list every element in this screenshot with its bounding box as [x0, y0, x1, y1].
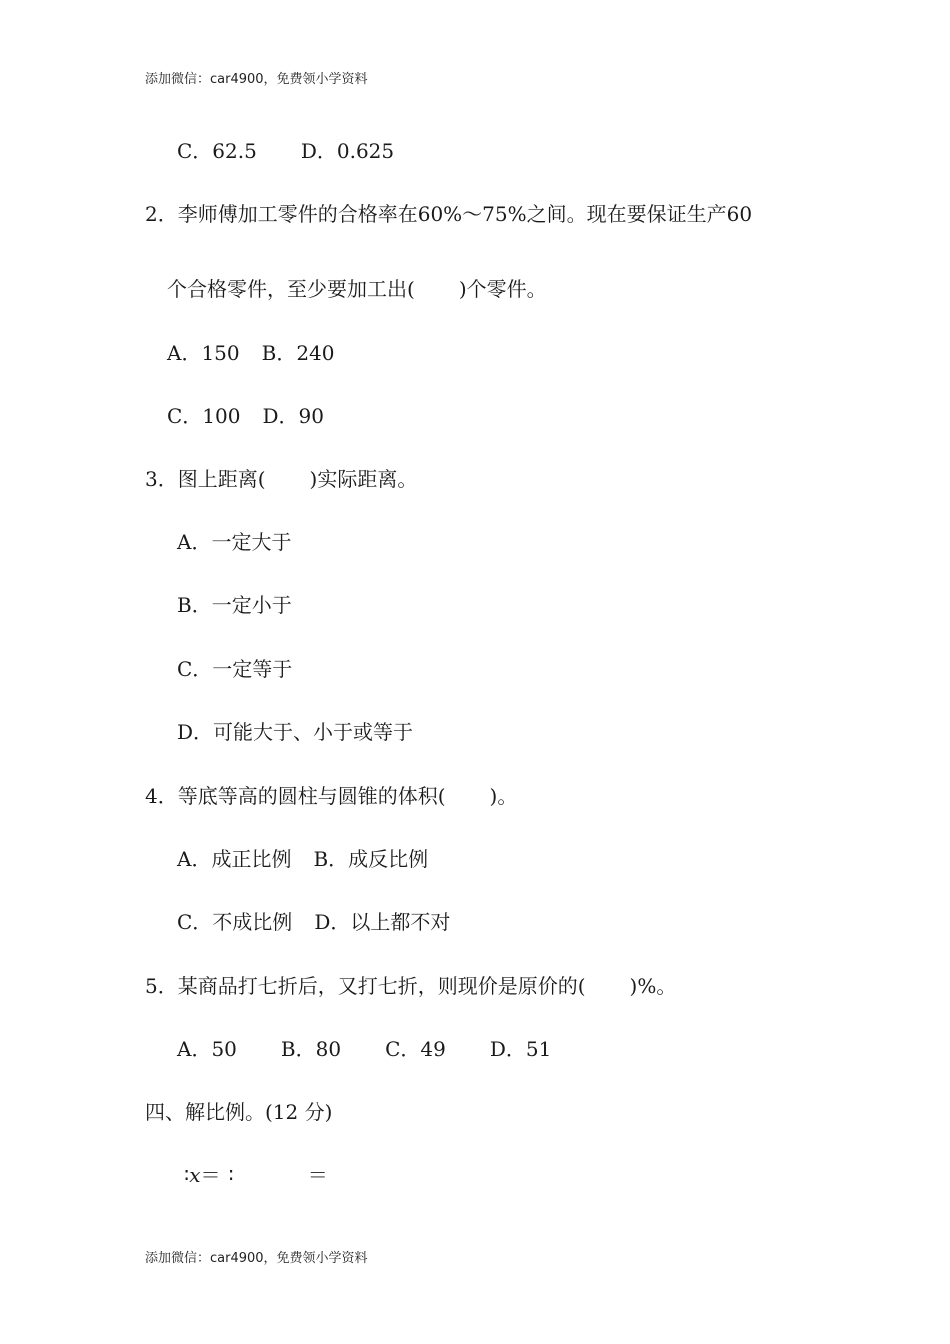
q3-option-a: A．一定大于 [177, 530, 292, 554]
q5-stem-after: )%。 [629, 974, 677, 998]
q5-stem [145, 973, 676, 999]
q5-option-b: B．80 [280, 1037, 342, 1061]
q1-option-c: C．62.5 [177, 139, 257, 163]
q5-option-d: D．51 [489, 1037, 552, 1061]
q4-options-ab [177, 846, 428, 872]
q3-option-b: B．一定小于 [177, 593, 292, 617]
proportion-equals-1: ＝ [200, 1163, 221, 1187]
q5-option-c: C．49 [385, 1037, 446, 1061]
q4-option-d: D．以上都不对 [314, 910, 451, 934]
q2-option-a: A．150 [167, 341, 240, 365]
proportion-colon-2: ∶ [228, 1163, 234, 1187]
proportion-colon-1: ∶ [184, 1163, 190, 1187]
q3-option-c: C．一定等于 [177, 657, 293, 681]
q5-stem-before: 5．某商品打七折后，又打七折，则现价是原价的( [145, 974, 586, 998]
q2-options-cd [167, 403, 324, 429]
proportion-equation [184, 1162, 328, 1188]
proportion-variable-x: x [189, 1163, 201, 1187]
q4-stem-before: 4．等底等高的圆柱与圆锥的体积( [145, 784, 446, 808]
section-4-title: 四、解比例。(12 分) [145, 1100, 333, 1124]
q2-option-d: D．90 [262, 404, 324, 428]
page-header: 添加微信：car4900，免费领小学资料 [145, 72, 368, 87]
q1-option-d: D．0.625 [300, 139, 395, 163]
q5-option-a: A．50 [177, 1037, 237, 1061]
q3-stem [145, 466, 417, 492]
q2-stem-line2 [167, 276, 547, 302]
q4-option-b: B．成反比例 [313, 847, 429, 871]
q4-option-a: A．成正比例 [177, 847, 292, 871]
q2-option-b: B．240 [261, 341, 335, 365]
q3-option-d: D．可能大于、小于或等于 [177, 720, 414, 744]
proportion-equals-2: ＝ [307, 1163, 328, 1187]
q2-option-c: C．100 [167, 404, 241, 428]
q4-stem-after: )。 [489, 784, 518, 808]
q2-stem-line1: 2．李师傅加工零件的合格率在60%～75%之间。现在要保证生产60 [145, 202, 753, 226]
q4-stem [145, 783, 517, 809]
q5-options [177, 1036, 551, 1062]
q2-stem-after: )个零件。 [458, 277, 547, 301]
q3-stem-before: 3．图上距离( [145, 467, 266, 491]
q4-option-c: C．不成比例 [177, 910, 293, 934]
q4-options-cd [177, 909, 450, 935]
q2-stem-before: 个合格零件，至少要加工出( [167, 277, 415, 301]
page-footer: 添加微信：car4900，免费领小学资料 [145, 1251, 368, 1266]
q3-stem-after: )实际距离。 [309, 467, 418, 491]
q1-options-cd [177, 138, 394, 164]
q2-options-ab [167, 340, 335, 366]
